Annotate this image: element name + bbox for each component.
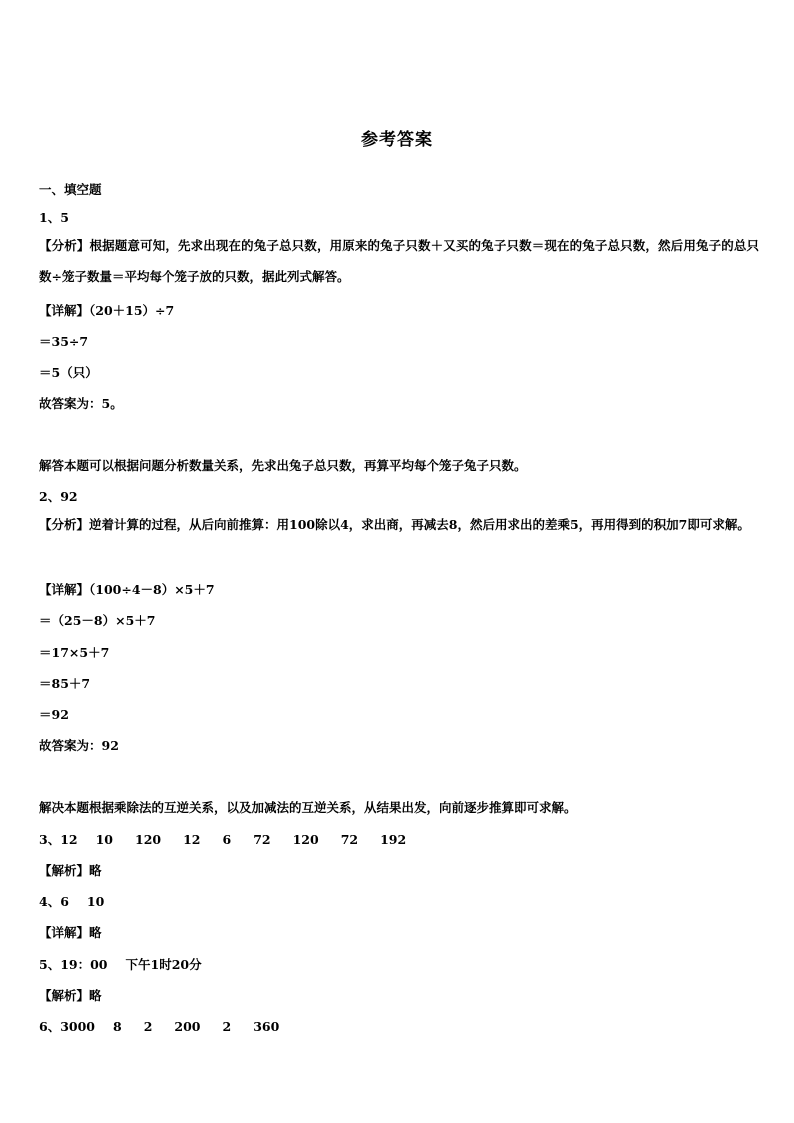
q4-answers <box>39 892 126 912</box>
q3-value: 120 <box>292 832 319 847</box>
q1-step-2: ＝5（只） <box>39 365 98 380</box>
q2-summary: 解决本题根据乘除法的互逆关系，以及加减法的互逆关系，从结果出发，向前逐步推算即可求解。 <box>39 800 577 815</box>
q6-value: 2 <box>222 1019 232 1034</box>
q4-note: 【详解】略 <box>39 925 102 940</box>
q2-step-1: ＝（25－8）×5＋7 <box>39 613 156 628</box>
q6-value: 360 <box>253 1019 280 1034</box>
q1-summary: 解答本题可以根据问题分析数量关系，先求出兔子总只数，再算平均每个笼子兔子只数。 <box>39 458 527 473</box>
q1-number: 1、5 <box>39 210 69 225</box>
q6-answers <box>39 1017 301 1037</box>
q3-number: 3、12 <box>39 832 78 847</box>
q3-answers <box>39 830 428 850</box>
q4-value: 10 <box>86 894 105 909</box>
q6-value: 2 <box>143 1019 153 1034</box>
q1-analysis: 【分析】根据题意可知，先求出现在的兔子总只数，用原来的兔子只数＋又买的兔子只数＝现在的兔子总只数，然后用兔子的总只数÷笼子数量＝平均每个笼子放的只数，据此列式解答。 <box>39 238 759 284</box>
page-title: 参考答案 <box>361 130 433 150</box>
q1-answer: 故答案为：5。 <box>39 396 123 411</box>
q6-number: 6、3000 <box>39 1019 95 1034</box>
q1-step-1: ＝35÷7 <box>39 334 89 349</box>
q2-analysis: 【分析】逆着计算的过程，从后向前推算：用100除以4，求出商，再减去8，然后用求出的差乘5，再用得到的积加7即可求解。 <box>39 517 750 532</box>
q3-value: 72 <box>340 832 359 847</box>
section-heading: 一、填空题 <box>39 182 102 197</box>
q2-number: 2、92 <box>39 489 78 504</box>
q3-value: 72 <box>253 832 271 847</box>
q6-value: 8 <box>113 1019 122 1034</box>
q2-detail: 【详解】（100÷4－8）×5＋7 <box>39 582 215 597</box>
q3-value: 10 <box>95 832 113 847</box>
q5-number: 5、19：00 <box>39 957 108 972</box>
q2-step-4: ＝92 <box>39 707 69 722</box>
q3-value: 192 <box>380 832 407 847</box>
q2-answer: 故答案为：92 <box>39 738 119 753</box>
q6-value: 200 <box>174 1019 201 1034</box>
q5-value: 下午1时20分 <box>125 957 202 972</box>
q5-answers <box>39 955 224 975</box>
q1-detail: 【详解】（20＋15）÷7 <box>39 303 175 318</box>
q2-step-2: ＝17×5＋7 <box>39 645 110 660</box>
q4-number: 4、6 <box>39 894 69 909</box>
q3-note: 【解析】略 <box>39 863 102 878</box>
q3-value: 6 <box>222 832 232 847</box>
q3-value: 120 <box>135 832 162 847</box>
q2-step-3: ＝85＋7 <box>39 676 91 691</box>
q5-note: 【解析】略 <box>39 988 102 1003</box>
q3-value: 12 <box>183 832 201 847</box>
